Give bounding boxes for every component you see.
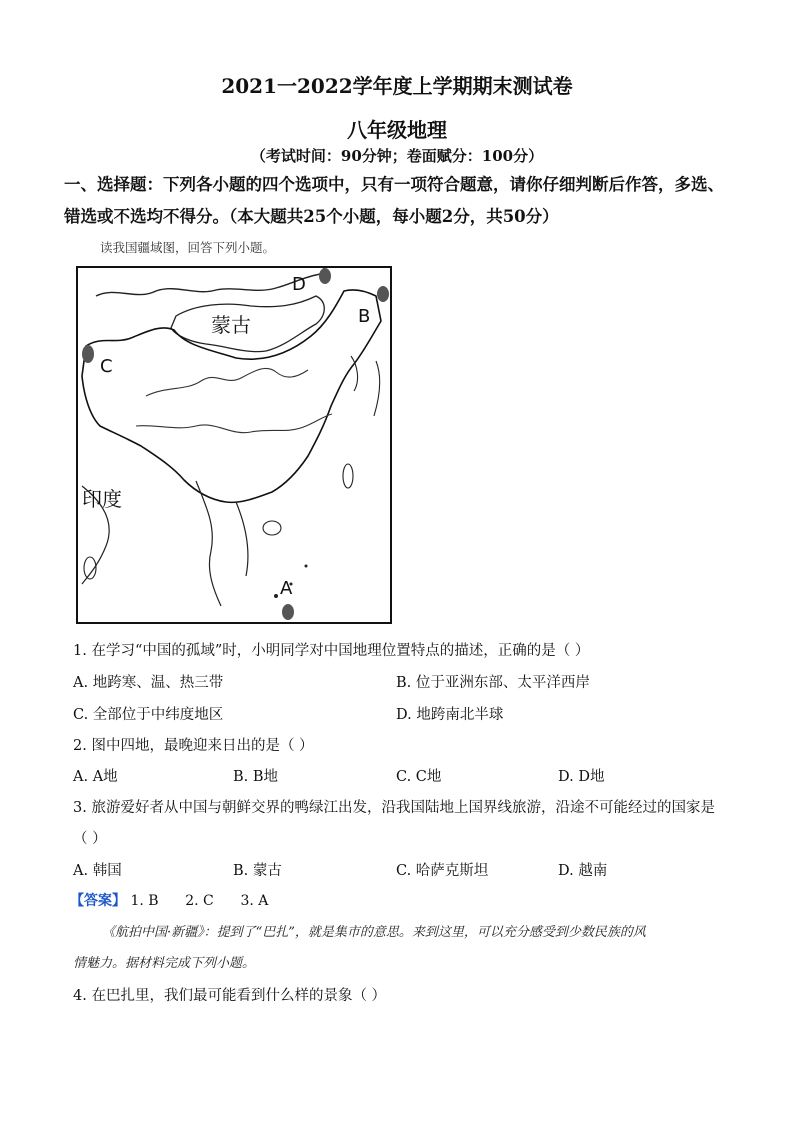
question-1-option-a[interactable]: A. 地跨寒、温、热三带 [73, 675, 224, 691]
material-line2: 情魅力。据材料完成下列小题。 [73, 956, 256, 971]
label-d: D [292, 274, 306, 295]
question-1-option-d[interactable]: D. 地跨南北半球 [396, 707, 504, 723]
question-2-option-c[interactable]: C. C地 [396, 769, 442, 785]
question-3-option-d[interactable]: D. 越南 [558, 863, 608, 879]
exam-info: （考试时间：90分钟；卷面赋分：100分） [250, 147, 544, 165]
question-2-option-a[interactable]: A. A地 [73, 769, 118, 785]
question-1-stem: 1. 在学习“中国的孤域”时，小明同学对中国地理位置特点的描述，正确的是（ ） [73, 643, 590, 659]
label-mongolia: 蒙古 [211, 313, 251, 337]
marker-b [377, 286, 389, 302]
question-1-option-c[interactable]: C. 全部位于中纬度地区 [73, 707, 224, 723]
answer-tag: 【答案】 [70, 893, 126, 909]
material-line1: 《航拍中国·新疆》：提到了“巴扎”，就是集市的意思。来到这里，可以充分感受到少数民族的风 [102, 925, 646, 940]
exam-subtitle: 八年级地理 [347, 118, 447, 142]
question-3-stem-line2: （ ） [73, 831, 107, 847]
answer-text: 1. B 2. C 3. A [130, 893, 269, 909]
island-dot [305, 565, 308, 568]
marker-d [319, 268, 331, 284]
question-3-option-a[interactable]: A. 韩国 [73, 863, 122, 879]
china-territory-map [76, 266, 392, 624]
question-3-option-c[interactable]: C. 哈萨克斯坦 [396, 863, 489, 879]
exam-title: 2021一2022学年度上学期期末测试卷 [221, 74, 573, 98]
section-heading-line2: 错选或不选均不得分。（本大题共25个小题，每小题2分，共50分） [64, 207, 559, 226]
label-c: C [100, 356, 113, 377]
label-b: B [358, 306, 371, 327]
question-1-option-b[interactable]: B. 位于亚洲东部、太平洋西岸 [396, 675, 590, 691]
label-a: A [280, 578, 293, 599]
question-3-stem-line1: 3. 旅游爱好者从中国与朝鲜交界的鸭绿江出发，沿我国陆地上国界线旅游，沿途不可能经过的国家是 [73, 800, 715, 816]
question-3-option-b[interactable]: B. 蒙古 [233, 863, 282, 879]
question-2-option-b[interactable]: B. B地 [233, 769, 279, 785]
question-4-stem: 4. 在巴扎里，我们最可能看到什么样的景象（ ） [73, 988, 387, 1004]
island-dot [274, 594, 278, 598]
question-2-option-d[interactable]: D. D地 [558, 769, 605, 785]
question-2-stem: 2. 图中四地，最晚迎来日出的是（ ） [73, 738, 314, 754]
marker-c [82, 345, 94, 363]
section-heading-line1: 一、选择题：下列各小题的四个选项中，只有一项符合题意，请你仔细判断后作答，多选、 [64, 175, 724, 194]
map-intro: 读我国疆域图，回答下列小题。 [100, 240, 276, 255]
label-india: 印度 [82, 487, 122, 511]
answer-line [70, 890, 268, 910]
marker-a [282, 604, 294, 620]
